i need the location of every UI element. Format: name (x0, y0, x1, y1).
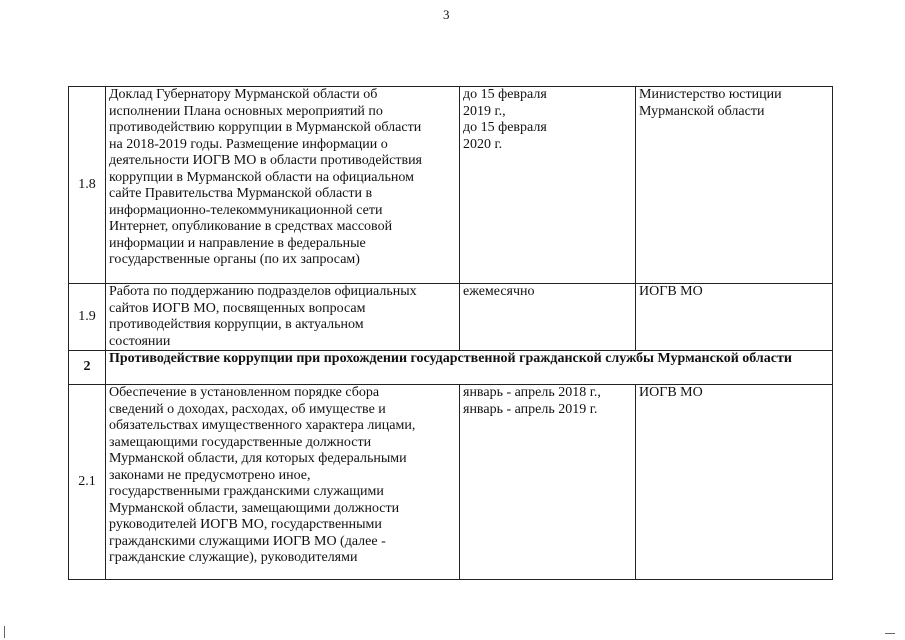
description-line: гражданские служащие), руководителями (109, 550, 358, 565)
description-line: деятельности ИОГВ МО в области противодействия (109, 153, 422, 168)
scan-mark (885, 633, 895, 634)
description-line: сведений о доходах, расходах, об имуществе и (109, 401, 386, 417)
execution-term (460, 385, 636, 580)
responsible-executor (636, 284, 833, 351)
description-line: исполнении Плана основных мероприятий по (109, 103, 383, 119)
description-line: сайтов ИОГВ МО, посвященных вопросам (109, 300, 366, 316)
section-row-2 (69, 351, 833, 385)
description-line: состоянии (109, 333, 171, 349)
executor-line: ИОГВ МО (639, 385, 703, 400)
description-line: противодействию коррупции в Мурманской области (109, 120, 422, 135)
executor-line: Министерство юстиции (639, 87, 782, 102)
description-line: информационно-телекоммуникационной сети (109, 202, 383, 218)
term-line: 2020 г. (463, 136, 503, 152)
section-title: Противодействие коррупции при прохождении государственной гражданской службы Мурманской области (106, 351, 833, 385)
executor-line: Мурманской области (639, 103, 765, 119)
execution-term (460, 87, 636, 284)
term-line: до 15 февраля (463, 120, 547, 135)
description-line: Обеспечение в установленном порядке сбора (109, 385, 380, 400)
term-line: 2019 г., (463, 103, 506, 119)
description-line: Доклад Губернатору Мурманской области об (109, 87, 378, 102)
description-line: законами не предусмотрено иное, (109, 467, 311, 483)
description-line: замещающими государственные должности (109, 434, 372, 450)
anticorruption-plan-table (68, 86, 833, 580)
description-line: на 2018-2019 годы. Размещение информации о (109, 136, 388, 152)
responsible-executor (636, 385, 833, 580)
description-line: руководителей ИОГВ МО, государственными (109, 517, 382, 532)
table-row-1-8 (69, 87, 833, 284)
scan-mark (4, 626, 5, 638)
term-line: январь - апрель 2019 г. (463, 401, 598, 417)
table-row-2-1 (69, 385, 833, 580)
term-line: до 15 февраля (463, 87, 547, 102)
description-line: Мурманской области, замещающими должности (109, 500, 400, 516)
measure-description (106, 284, 460, 351)
measure-description (106, 385, 460, 580)
row-number: 2.1 (69, 385, 106, 580)
section-number: 2 (69, 351, 106, 385)
executor-line: ИОГВ МО (639, 284, 703, 299)
description-line: сайте Правительства Мурманской области в (109, 186, 373, 201)
description-line: Интернет, опубликование в средствах массовой (109, 219, 393, 234)
description-line: государственные органы (по их запросам) (109, 252, 360, 267)
description-line: гражданскими служащими ИОГВ МО (далее - (109, 533, 386, 549)
term-line: ежемесячно (463, 284, 535, 299)
description-line: информации и направление в федеральные (109, 235, 366, 251)
execution-term (460, 284, 636, 351)
table-row-1-9 (69, 284, 833, 351)
description-line: обязательствах имущественного характера лицами, (109, 418, 416, 433)
description-line: коррупции в Мурманской области на официальном (109, 169, 414, 185)
row-number: 1.9 (69, 284, 106, 351)
description-line: противодействия коррупции, в актуальном (109, 317, 364, 332)
term-line: январь - апрель 2018 г., (463, 385, 601, 400)
page-number: 3 (443, 7, 450, 22)
row-number: 1.8 (69, 87, 106, 284)
responsible-executor (636, 87, 833, 284)
description-line: Работа по поддержанию подразделов официальных (109, 284, 417, 299)
description-line: Мурманской области, для которых федеральными (109, 451, 407, 466)
measure-description (106, 87, 460, 284)
description-line: государственными гражданскими служащими (109, 484, 384, 499)
